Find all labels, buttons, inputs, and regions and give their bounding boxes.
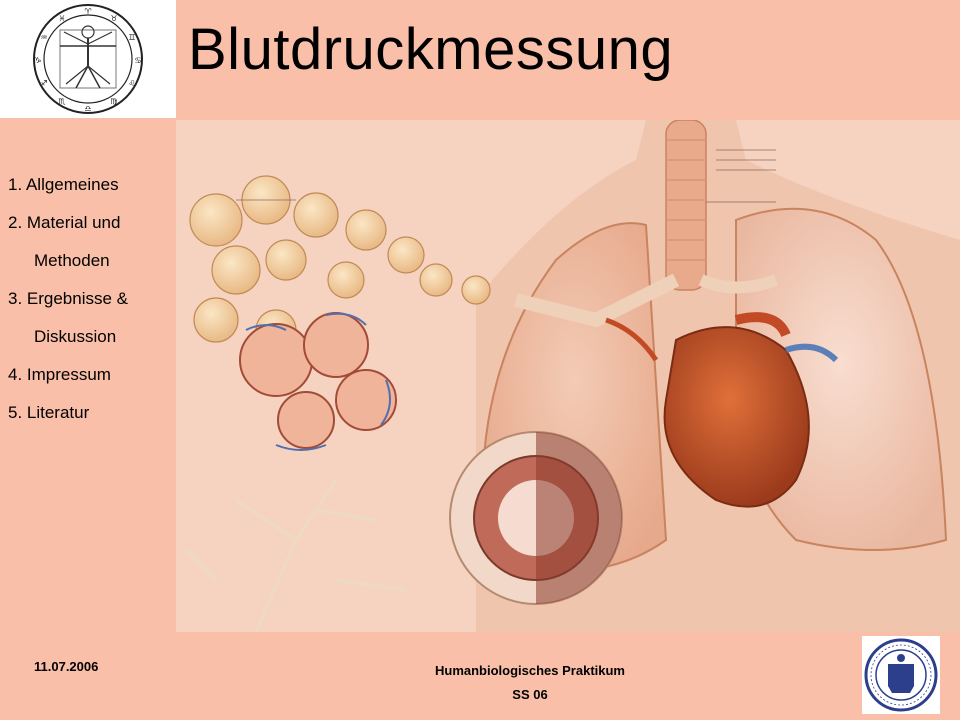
nav-item-label: 3. Ergebnisse &: [8, 289, 129, 308]
lung-anatomy-illustration: [176, 120, 960, 632]
nav-item-material-methoden[interactable]: [8, 213, 174, 270]
nav-item-label: 1. Allgemeines: [8, 175, 119, 194]
svg-text:♓: ♓: [58, 14, 66, 23]
logo: [0, 0, 176, 118]
nav-item-literatur[interactable]: [8, 403, 174, 422]
svg-text:♊: ♊: [128, 33, 136, 42]
slide-title: Blutdruckmessung: [188, 17, 674, 82]
footer-course: [330, 659, 730, 707]
vitruvian-man-icon: [18, 0, 158, 118]
university-seal: [862, 636, 940, 714]
svg-text:♍: ♍: [110, 97, 118, 106]
nav-item-label-cont: Methoden: [34, 251, 110, 270]
footer-semester: SS 06: [512, 687, 548, 702]
nav-item-ergebnisse-diskussion[interactable]: [8, 289, 174, 346]
svg-text:♏: ♏: [58, 97, 66, 106]
nav-item-label-cont: Diskussion: [34, 327, 117, 346]
university-seal-icon: [864, 638, 938, 712]
svg-text:♑: ♑: [34, 56, 42, 65]
nav-item-label: 2. Material und: [8, 213, 121, 232]
svg-text:♐: ♐: [40, 79, 48, 88]
footer-course-title: Humanbiologisches Praktikum: [435, 663, 625, 678]
svg-text:♉: ♉: [110, 14, 118, 23]
nav-item-allgemeines[interactable]: [8, 175, 174, 194]
svg-text:♌: ♌: [128, 79, 136, 88]
lung-heart-anatomy-icon: [176, 120, 960, 632]
svg-text:♎: ♎: [84, 104, 92, 113]
nav-item-impressum[interactable]: [8, 365, 174, 384]
nav-item-label: 5. Literatur: [8, 403, 90, 422]
slide-navigation: [8, 175, 174, 441]
footer-date: 11.07.2006: [34, 659, 99, 674]
svg-text:♒: ♒: [40, 33, 48, 42]
nav-item-label: 4. Impressum: [8, 365, 111, 384]
svg-text:♋: ♋: [134, 56, 142, 65]
svg-text:♈: ♈: [84, 7, 92, 16]
